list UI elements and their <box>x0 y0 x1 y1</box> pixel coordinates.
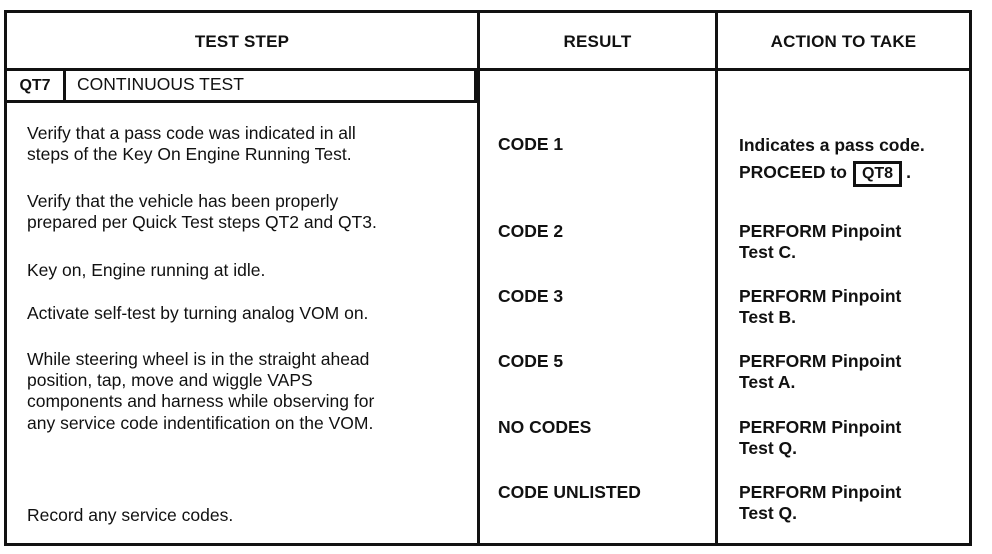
action-perform-q-line1: PERFORM Pinpoint <box>739 417 902 437</box>
instruction-line: Verify that the vehicle has been properly <box>27 191 339 211</box>
action-perform-b-line2: Test B. <box>739 307 797 327</box>
instruction-line: position, tap, move and wiggle VAPS <box>27 370 313 390</box>
header-result: RESULT <box>563 32 632 51</box>
proceed-label: PROCEED to <box>739 162 847 182</box>
action-perform-q-line2: Test Q. <box>739 438 798 458</box>
action-perform-b-line1: PERFORM Pinpoint <box>739 286 902 306</box>
instruction-line: any service code indentification on the VOM. <box>27 413 374 433</box>
instruction-line: prepared per Quick Test steps QT2 and QT3. <box>27 212 377 232</box>
instruction-line: Verify that a pass code was indicated in all <box>27 123 356 143</box>
action-pass-code: Indicates a pass code. <box>739 135 925 155</box>
instruction-line: Activate self-test by turning analog VOM on. <box>27 303 369 323</box>
result-code-1: CODE 1 <box>498 134 564 154</box>
instruction-line: While steering wheel is in the straight ahead <box>27 349 370 369</box>
column-divider-2 <box>715 13 718 543</box>
step-header <box>7 71 477 103</box>
header-action: ACTION TO TAKE <box>770 32 917 51</box>
result-no-codes: NO CODES <box>498 417 592 437</box>
proceed-target-box: QT8 <box>853 161 902 187</box>
action-proceed <box>739 161 911 187</box>
instruction-line: components and harness while observing for <box>27 391 375 411</box>
result-code-2: CODE 2 <box>498 221 564 241</box>
action-perform-c-line2: Test C. <box>739 242 797 262</box>
step-id: QT7 <box>7 71 66 100</box>
action-perform-a-line2: Test A. <box>739 372 796 392</box>
action-perform-a-line1: PERFORM Pinpoint <box>739 351 902 371</box>
result-code-unlisted: CODE UNLISTED <box>498 482 641 502</box>
quick-test-table <box>4 10 972 546</box>
instruction-line: steps of the Key On Engine Running Test. <box>27 144 352 164</box>
instruction-line: Key on, Engine running at idle. <box>27 260 266 280</box>
action-perform-q2-line1: PERFORM Pinpoint <box>739 482 902 502</box>
proceed-period: . <box>906 162 911 182</box>
action-perform-c-line1: PERFORM Pinpoint <box>739 221 902 241</box>
instruction-line: Record any service codes. <box>27 505 234 525</box>
result-code-5: CODE 5 <box>498 351 564 371</box>
header-test-step: TEST STEP <box>194 32 290 51</box>
action-perform-q2-line2: Test Q. <box>739 503 798 523</box>
result-code-3: CODE 3 <box>498 286 564 306</box>
column-divider-1 <box>477 13 480 543</box>
step-title: CONTINUOUS TEST <box>77 74 244 94</box>
